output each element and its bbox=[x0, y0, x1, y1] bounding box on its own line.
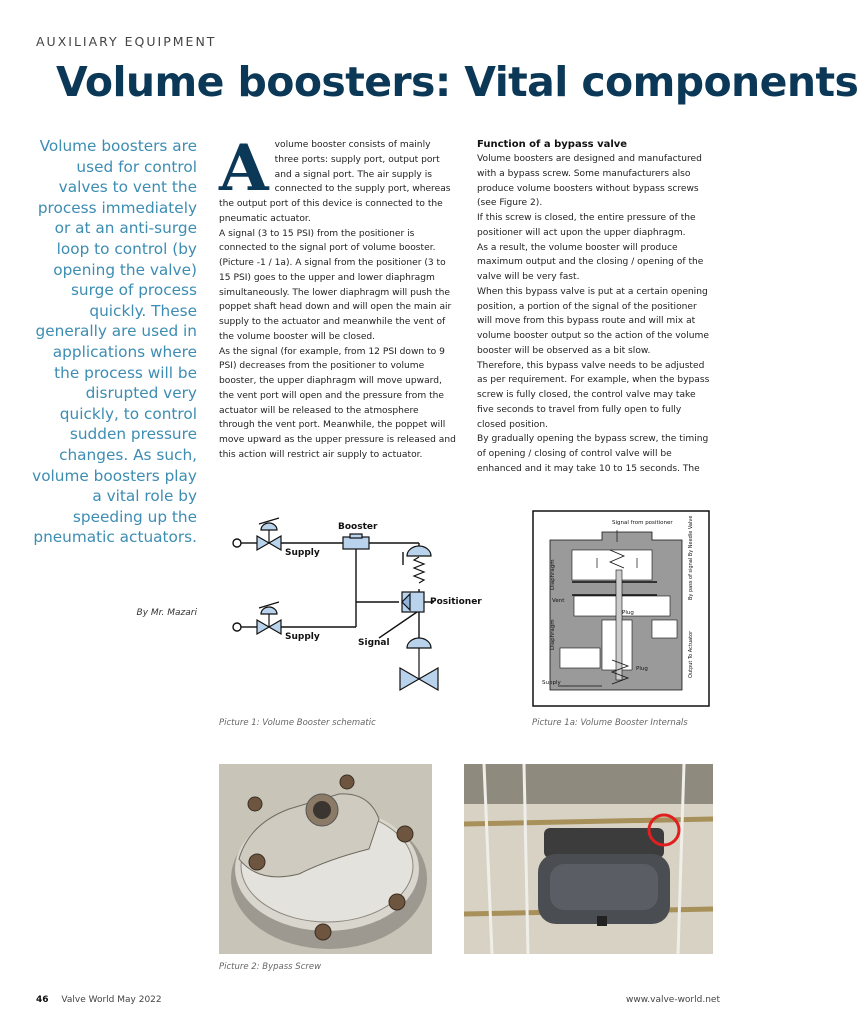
paragraph: As the signal (for example, from 12 PSI down to 9 PSI) decreases from the positioner to volume booster, the upper diaphragm will move upward, the vent port will open and the pressure from the actuator will be released to the atmosphere through the vent port. Meanwhile, the poppet will move upward as the upper pressure is released and this action will restrict air supply to actuator. bbox=[219, 346, 456, 460]
page-number: 46 bbox=[36, 995, 49, 1005]
paragraph: Therefore, this bypass valve needs to be adjusted as per requirement. For example, when the bypass screw is fully closed, the control valve may take five seconds to travel from fully open to fully closed position. bbox=[477, 360, 710, 430]
gate-valve-icon bbox=[257, 518, 281, 550]
caption-picture-2: Picture 2: Bypass Screw bbox=[219, 962, 322, 972]
paragraph: If this screw is closed, the entire pressure of the positioner will act upon the upper diaphragm. bbox=[477, 213, 696, 238]
page-footer-left bbox=[36, 995, 162, 1005]
internals-label-bypass: By pass of signal By Needle Valve bbox=[688, 515, 694, 600]
page-title: Volume boosters: Vital components bbox=[56, 58, 858, 106]
section-heading: Function of a bypass valve bbox=[477, 139, 628, 150]
bypass-screw-photo-right bbox=[464, 764, 713, 954]
positioner-box bbox=[402, 592, 424, 612]
internals-label-vent: Vent bbox=[552, 598, 565, 604]
internals-label-plug-2: Plug bbox=[636, 666, 648, 672]
article-column-1 bbox=[219, 131, 457, 463]
pull-quote: Volume boosters are used for control valves to vent the process immediately or at an anti-surge loop to control (by opening the valve) surge of process quickly. These generally are used in applications where the process will be disrupted very quickly, to control sudden pressure changes. As such, volume boosters play a vital role by speeding up the pneumatic actuators. bbox=[32, 137, 197, 547]
signal-label: Signal bbox=[358, 638, 390, 648]
paragraph: By gradually opening the bypass screw, the timing of opening / closing of control valve will be enhanced and it may take 10 to 15 seconds. The bbox=[477, 434, 709, 474]
paragraph: volume booster consists of mainly three ports: supply port, output port and a signal port. The air supply is connected to the supply port, whereas the output port of this device is connected to the pneumatic actuator. bbox=[219, 140, 451, 224]
drop-cap: A bbox=[219, 131, 269, 206]
paragraph: When this bypass valve is put at a certain opening position, a portion of the signal of the positioner will move from this bypass route and will mix at volume booster output so the action of the volume booster will be observed as a bit slow. bbox=[477, 286, 709, 356]
internals-label-diaphragm-1: Diaphragm bbox=[550, 559, 556, 590]
internals-label-diaphragm-2: Diaphragm bbox=[550, 619, 556, 650]
paragraph: As a result, the volume booster will produce maximum output and the closing / opening of the valve will be very fast. bbox=[477, 242, 704, 282]
supply-label-1: Supply bbox=[285, 548, 320, 558]
internals-label-output: Output To Actuator bbox=[688, 630, 694, 678]
page-footer-url: www.valve-world.net bbox=[626, 995, 720, 1005]
caption-picture-1: Picture 1: Volume Booster schematic bbox=[219, 718, 376, 728]
booster-box bbox=[343, 534, 369, 549]
positioner-label: Positioner bbox=[430, 597, 482, 607]
gate-valve-icon bbox=[257, 602, 281, 634]
article-column-2 bbox=[477, 138, 713, 477]
supply-line-1 bbox=[233, 539, 343, 547]
internals-label-supply: Supply bbox=[542, 680, 561, 686]
pressure-regulator-icon bbox=[407, 546, 431, 583]
booster-label: Booster bbox=[338, 522, 378, 532]
internals-label-top: Signal from positioner bbox=[612, 520, 673, 526]
booster-schematic bbox=[219, 510, 489, 710]
internals-label-plug-1: Plug bbox=[622, 610, 634, 616]
control-valve-icon bbox=[400, 638, 438, 690]
bypass-screw-photo-left bbox=[219, 764, 432, 954]
paragraph: A signal (3 to 15 PSI) from the positioner is connected to the signal port of volume booster. (Picture -1 / 1a). A signal from the positioner (3 to 15 PSI) goes to the upper and lower diaphragm simultaneously. The lower diaphragm will push the poppet shaft head down and will open the main air supply to the actuator and meanwhile the vent of the volume booster will be closed. bbox=[219, 228, 452, 342]
section-label: AUXILIARY EQUIPMENT bbox=[36, 34, 217, 49]
supply-line-2 bbox=[233, 602, 356, 631]
byline: By Mr. Mazari bbox=[136, 608, 197, 618]
caption-picture-1a: Picture 1a: Volume Booster Internals bbox=[532, 718, 688, 728]
booster-internals bbox=[532, 510, 710, 707]
paragraph: Volume boosters are designed and manufactured with a bypass screw. Some manufacturers also produce volume boosters without bypass screws (see Figure 2). bbox=[477, 154, 702, 209]
supply-label-2: Supply bbox=[285, 632, 320, 642]
magazine-issue: Valve World May 2022 bbox=[61, 995, 162, 1005]
